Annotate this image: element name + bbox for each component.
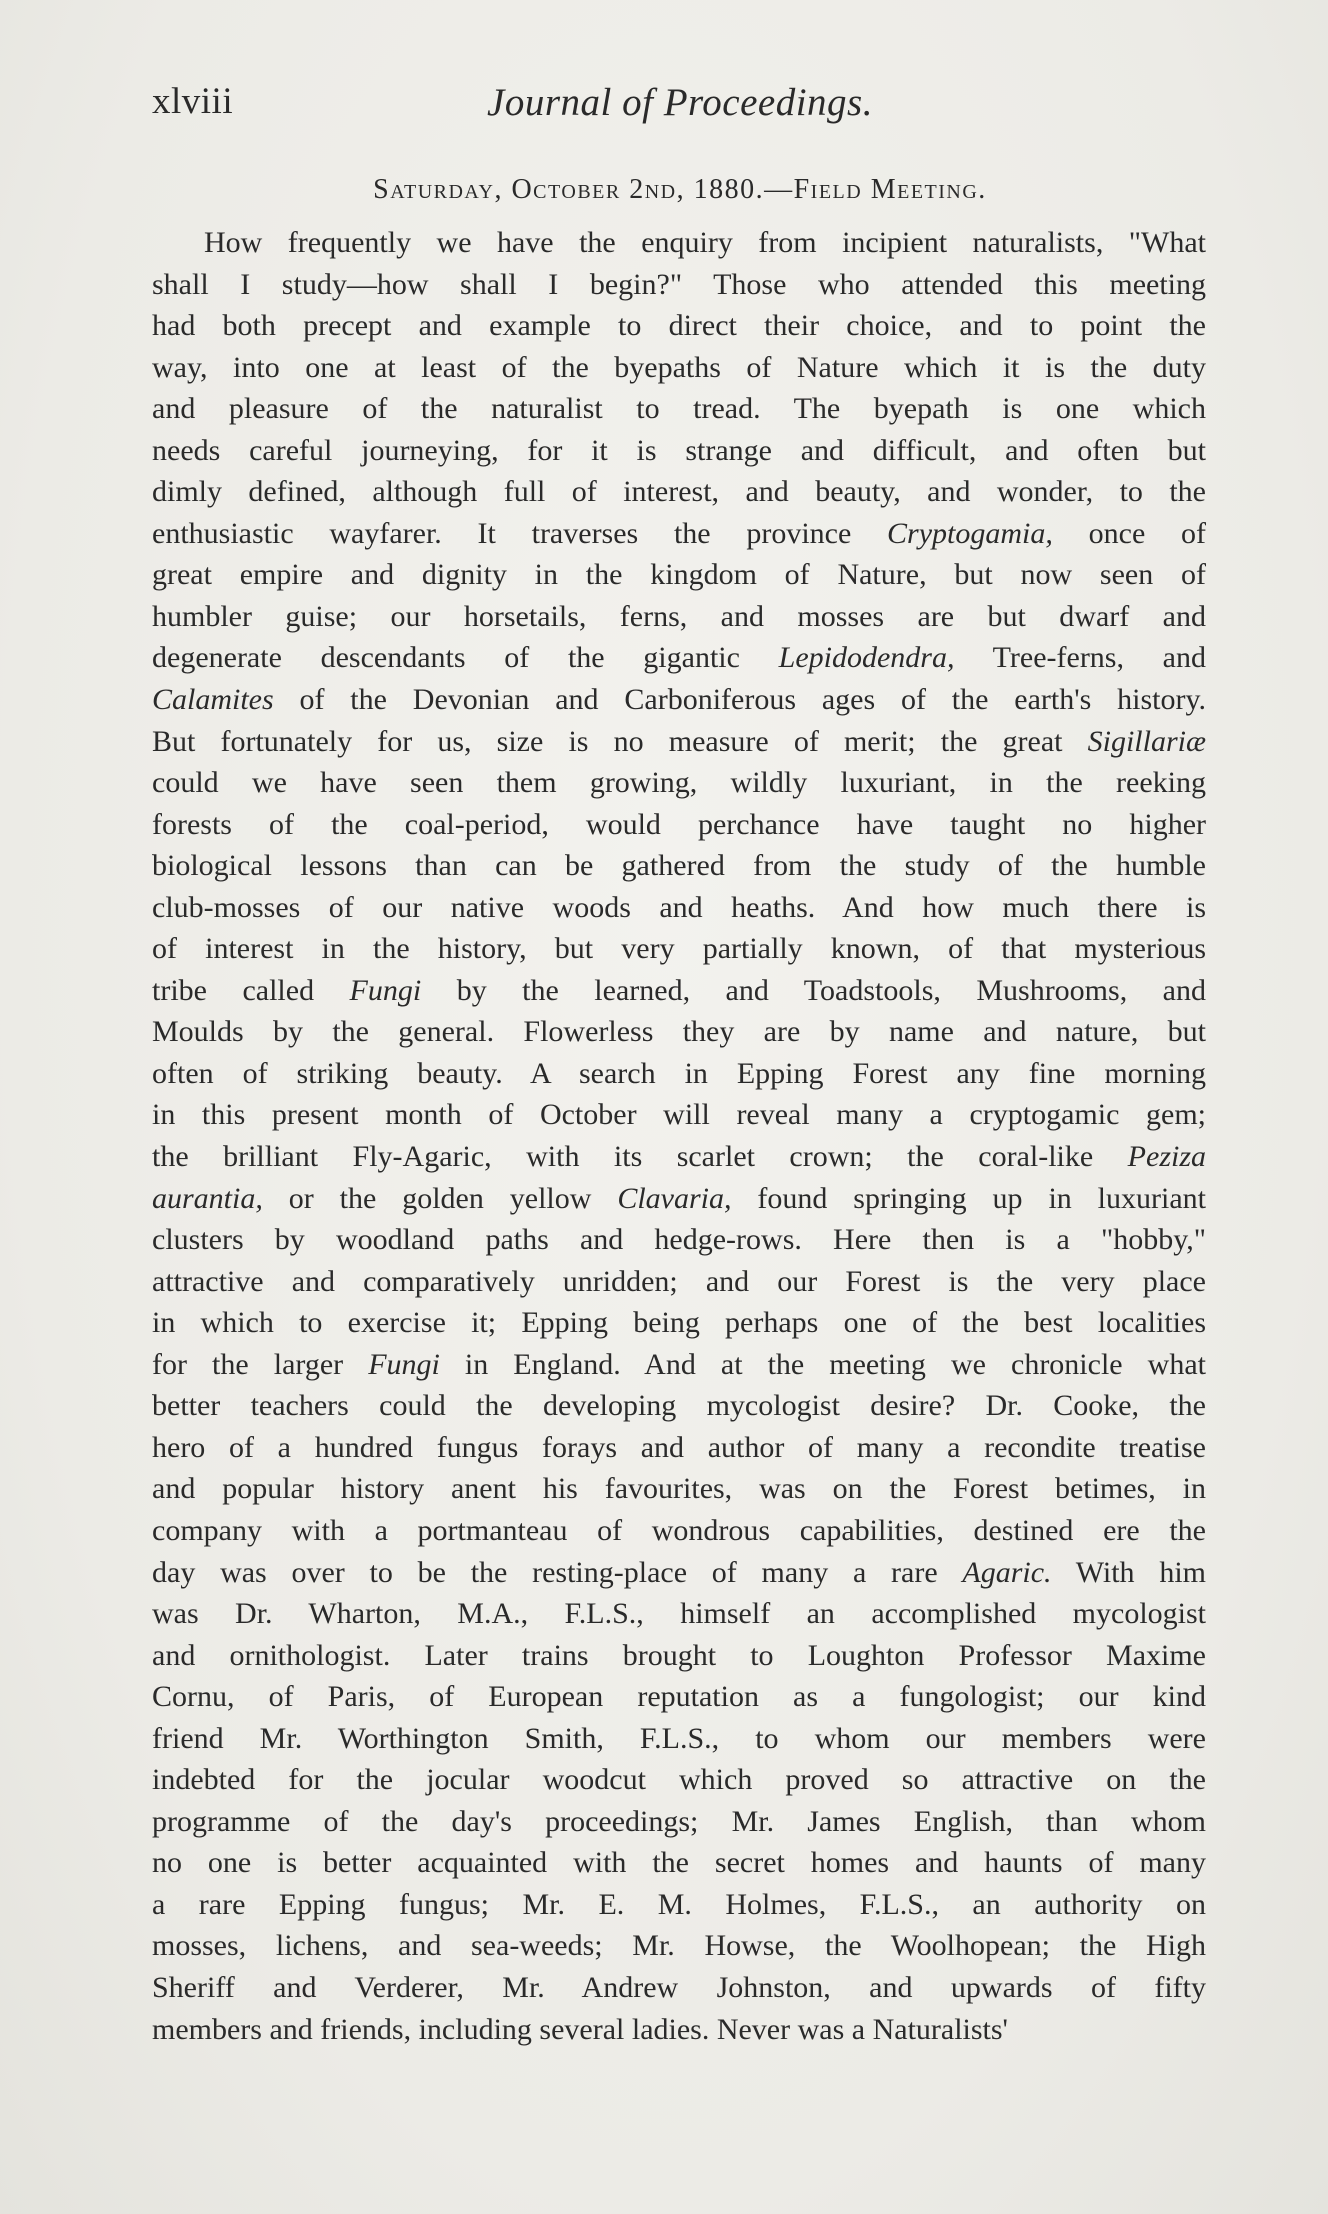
text-run: no one is better acquainted with the secret homes and haunts of many — [152, 1846, 1206, 1880]
italic-term: Sigillariæ — [1087, 724, 1206, 758]
italic-term: Cryptogamia, — [887, 516, 1053, 550]
text-run: dimly defined, although full of interest, and beauty, and wonder, to the — [152, 475, 1206, 509]
text-run: enthusiastic wayfarer. It traverses the province — [152, 516, 888, 550]
text-run: a rare Epping fungus; Mr. E. M. Holmes, F.L.S., an authority on — [152, 1887, 1206, 1921]
text-run: mosses, lichens, and sea-weeds; Mr. Howse, the Woolhopean; the High — [152, 1929, 1206, 1963]
text-line — [152, 554, 1206, 596]
text-line — [152, 1676, 1206, 1718]
text-line — [152, 388, 1206, 430]
running-head — [152, 80, 1208, 140]
text-line — [152, 1344, 1206, 1386]
text-line — [152, 1635, 1206, 1677]
text-run: indebted for the jocular woodcut which proved so attractive on the — [152, 1763, 1206, 1797]
text-run: Cornu, of Paris, of European reputation as a fungologist; our kind — [152, 1680, 1206, 1714]
text-line — [152, 845, 1206, 887]
text-run: club-mosses of our native woods and heaths. And how much there is — [152, 890, 1206, 924]
text-run: biological lessons than can be gathered from the study of the humble — [152, 849, 1206, 883]
text-run: needs careful journeying, for it is strange and difficult, and often but — [152, 433, 1206, 467]
text-line — [152, 887, 1206, 929]
text-line — [152, 1385, 1206, 1427]
text-line — [152, 1884, 1206, 1926]
text-run: and pleasure of the naturalist to tread. The byepath is one which — [152, 392, 1206, 426]
italic-term: Fungi — [368, 1347, 440, 1381]
page-number: xlviii — [152, 81, 234, 122]
text-line — [152, 1967, 1206, 2009]
text-line — [152, 637, 1206, 679]
text-line — [152, 1759, 1206, 1801]
text-line — [152, 471, 1206, 513]
text-run: in which to exercise it; Epping being perhaps one of the best localities — [152, 1306, 1206, 1340]
text-line — [152, 305, 1206, 347]
text-line — [152, 970, 1206, 1012]
text-line — [152, 1510, 1206, 1552]
text-run: Sheriff and Verderer, Mr. Andrew Johnston, and upwards of fifty — [152, 1970, 1206, 2004]
italic-term: Peziza — [1127, 1140, 1206, 1174]
text-run: But fortunately for us, size is no measure of merit; the great — [152, 724, 1088, 758]
text-run: programme of the day's proceedings; Mr. James English, than whom — [152, 1804, 1206, 1838]
text-run: How frequently we have the enquiry from incipient naturalists, "What — [204, 226, 1206, 259]
text-line — [152, 1552, 1206, 1594]
text-line — [152, 1801, 1206, 1843]
text-line — [152, 1136, 1206, 1178]
text-line — [152, 596, 1206, 638]
text-run: humbler guise; our horsetails, ferns, and mosses are but dwarf and — [152, 599, 1206, 633]
text-run: by the learned, and Toadstools, Mushrooms, and — [421, 973, 1206, 1007]
text-run: members and friends, including several ladies. Never was a Naturalists' — [152, 2012, 1008, 2046]
text-run: was Dr. Wharton, M.A., F.L.S., himself an accomplished mycologist — [152, 1597, 1206, 1631]
text-line — [152, 1842, 1206, 1884]
text-run: degenerate descendants of the gigantic — [152, 641, 779, 675]
italic-term: Clavaria, — [617, 1181, 732, 1215]
text-run: better teachers could the developing mycologist desire? Dr. Cooke, the — [152, 1389, 1206, 1423]
text-line — [152, 2009, 1206, 2051]
text-run: and popular history anent his favourites, was on the Forest betimes, in — [152, 1472, 1206, 1506]
text-line — [152, 1219, 1206, 1261]
text-run: attractive and comparatively unridden; and our Forest is the very place — [152, 1264, 1206, 1298]
text-line — [152, 679, 1206, 721]
text-line — [152, 1718, 1206, 1760]
text-line — [152, 264, 1206, 306]
text-run: had both precept and example to direct their choice, and to point the — [152, 309, 1206, 343]
text-run: Moulds by the general. Flowerless they are by name and nature, but — [152, 1015, 1206, 1049]
text-run: the brilliant Fly-Agaric, with its scarlet crown; the coral-like — [152, 1140, 1128, 1174]
section-heading: Saturday, October 2nd, 1880.—Field Meeting. — [373, 174, 987, 205]
text-line — [152, 1011, 1206, 1053]
text-line — [152, 804, 1206, 846]
text-line — [152, 1094, 1206, 1136]
text-run: great empire and dignity in the kingdom of Nature, but now seen of — [152, 558, 1206, 592]
text-run: often of striking beauty. A search in Epping Forest any fine morning — [152, 1056, 1206, 1090]
italic-term: Lepidodendra, — [778, 641, 955, 675]
text-line — [152, 928, 1206, 970]
italic-term: aurantia, — [152, 1181, 263, 1215]
text-line — [152, 1053, 1206, 1095]
text-run: or the golden yellow — [262, 1181, 618, 1215]
text-run: tribe called — [152, 973, 350, 1007]
text-run: of interest in the history, but very partially known, of that mysterious — [152, 932, 1206, 966]
text-run: and ornithologist. Later trains brought to Loughton Professor Maxime — [152, 1638, 1206, 1672]
text-run: Tree-ferns, and — [954, 641, 1206, 675]
text-line — [152, 762, 1206, 804]
text-run: found springing up in luxuriant — [731, 1181, 1206, 1215]
text-line — [152, 347, 1206, 389]
text-run: day was over to be the resting-place of many a rare — [152, 1555, 963, 1589]
text-line — [152, 1261, 1206, 1303]
text-run: way, into one at least of the byepaths of Nature which it is the duty — [152, 350, 1206, 384]
italic-term: Fungi — [349, 973, 422, 1007]
text-line — [152, 1468, 1206, 1510]
text-line — [152, 1427, 1206, 1469]
text-run: once of — [1052, 516, 1206, 550]
italic-term: Calamites — [152, 683, 274, 717]
italic-term: Agaric. — [962, 1555, 1052, 1589]
text-run: in this present month of October will reveal many a cryptogamic gem; — [152, 1098, 1206, 1132]
text-run: hero of a hundred fungus forays and author of many a recondite treatise — [152, 1430, 1206, 1464]
text-run: clusters by woodland paths and hedge-rows. Here then is a "hobby," — [152, 1223, 1206, 1257]
text-line — [152, 1925, 1206, 1967]
text-run: shall I study—how shall I begin?" Those who attended this meeting — [152, 267, 1206, 301]
text-line — [152, 721, 1206, 763]
text-run: friend Mr. Worthington Smith, F.L.S., to whom our members were — [152, 1721, 1206, 1755]
text-line — [152, 430, 1206, 472]
text-line — [152, 1302, 1206, 1344]
text-run: for the larger — [152, 1347, 369, 1381]
text-run: forests of the coal-period, would perchance have taught no higher — [152, 807, 1206, 841]
text-run: could we have seen them growing, wildly luxuriant, in the reeking — [152, 766, 1206, 800]
body-paragraph — [152, 222, 1206, 2050]
running-title: Journal of Proceedings. — [487, 81, 873, 124]
text-run: in England. And at the meeting we chronicle what — [439, 1347, 1206, 1381]
text-run: of the Devonian and Carboniferous ages of the earth's history. — [273, 683, 1206, 717]
text-line — [152, 222, 1206, 264]
text-line — [152, 1178, 1206, 1220]
text-line — [152, 513, 1206, 555]
text-run: company with a portmanteau of wondrous capabilities, destined ere the — [152, 1513, 1206, 1547]
text-run: With him — [1051, 1555, 1206, 1589]
text-line — [152, 1593, 1206, 1635]
